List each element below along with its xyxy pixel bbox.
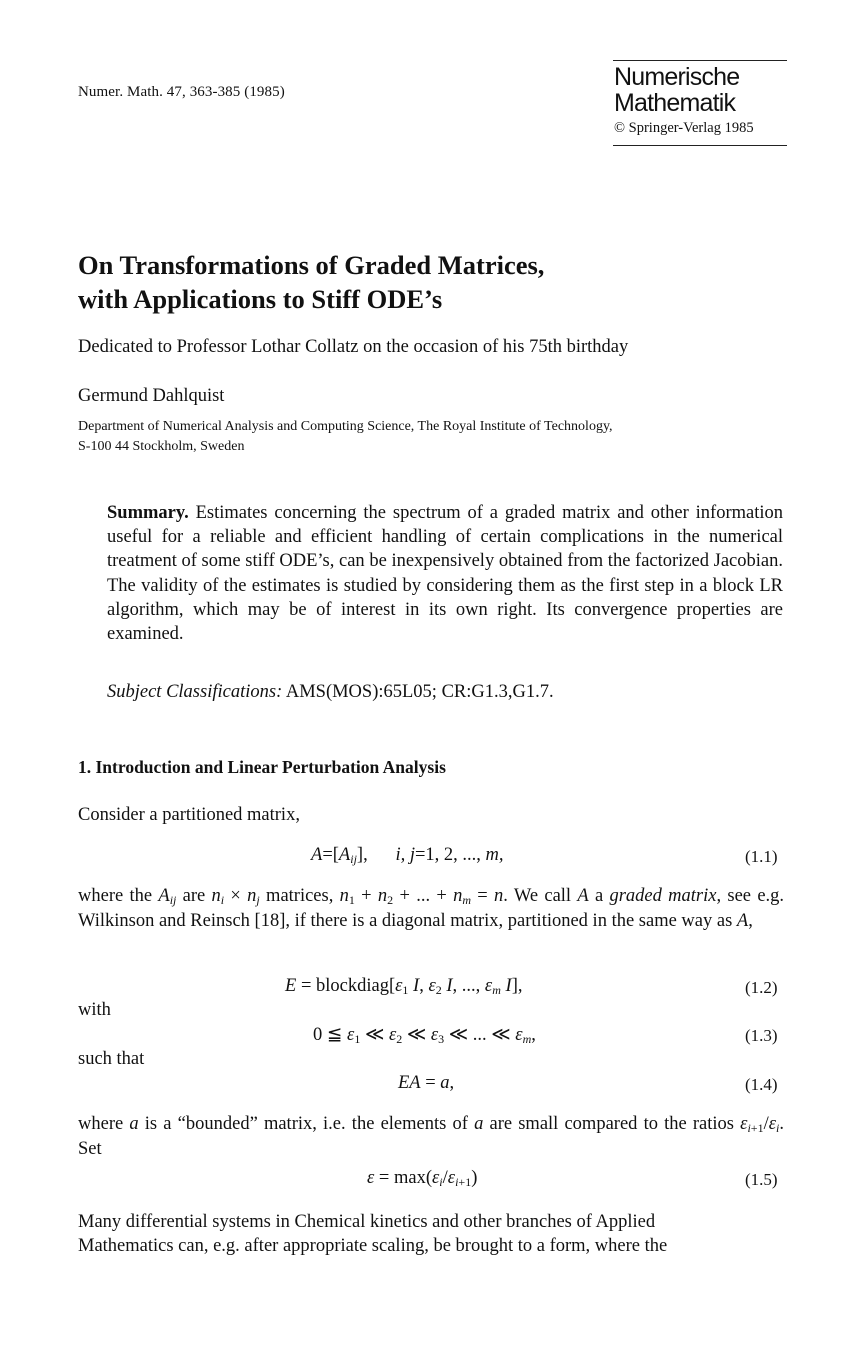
subject-classifications: [107, 682, 554, 703]
title-line-2: with Applications to Stiff ODE’s: [78, 284, 443, 314]
equation-1-4: EA = a,: [398, 1073, 455, 1093]
title-line-1: On Transformations of Graded Matrices,: [78, 250, 545, 280]
equation-1-2: $E = blockdiag[\varepsilon_1$ I, $\varepsilon_2$ I, ..., $\varepsilon_m$ I],: [285, 976, 523, 997]
equation-1-3: 0 ≦ $\varepsilon_1$ ≪ $\varepsilon_2$ ≪ $\varepsilon_3$ ≪ ... ≪ $\varepsilon_m$,: [313, 1025, 536, 1046]
equation-1-1: $A=[A_{ij}]$, i, j=1, 2, ..., m,: [311, 845, 504, 866]
affiliation-line-1: Department of Numerical Analysis and Computing Science, The Royal Institute of Technology,: [78, 419, 613, 434]
logo-top-rule: [613, 60, 787, 61]
equation-number-1-3: (1.3): [745, 1026, 778, 1045]
closing-line-1: Many differential systems in Chemical kinetics and other branches of Applied: [78, 1212, 656, 1232]
equation-1-5: $\varepsilon = \max(\varepsilon_i/\varepsilon_{i+1})$: [367, 1168, 478, 1189]
intro-sentence: Consider a partitioned matrix,: [78, 805, 300, 825]
equation-number-1-5: (1.5): [745, 1170, 778, 1189]
equation-number-1-2: (1.2): [745, 978, 778, 997]
definition-paragraph: where the $A_{ij}$ are $n_i \times n_j$ matrices, $n_1 + n_2$ + ... + $n_m = n$. We call A a graded matrix, see e.g. Wilkinson and Reinsch [18], if there is a diagonal matrix, partitioned in the same way as A,: [78, 886, 785, 931]
equation-number-1-4: (1.4): [745, 1075, 778, 1094]
equation-number-1-1: (1.1): [745, 847, 778, 866]
publisher-copyright: © Springer-Verlag 1985: [614, 120, 754, 136]
bounded-paragraph: where a is a “bounded” matrix, i.e. the elements of a are small compared to the ratios $\varepsilon_{i+1}/\varepsilon_i$. Set: [78, 1114, 784, 1159]
with-label: with: [78, 1000, 111, 1020]
dedication: Dedicated to Professor Lothar Collatz on the occasion of his 75th birthday: [78, 337, 629, 357]
journal-name-line2: Mathematik: [614, 89, 736, 117]
closing-line-2: Mathematics can, e.g. after appropriate scaling, be brought to a form, where the: [78, 1236, 668, 1256]
summary-text: Estimates concerning the spectrum of a graded matrix and other information useful for a reliable and efficient handling of certain complications in the numerical treatment of some stiff ODE’s, can be inexpensively obtained from the factorized Jacobian. The validity of the estimates is studied by considering them as the first step in a block LR algorithm, which may be of interest in its own right. Its convergence properties are examined.: [107, 503, 783, 645]
summary-label: Summary.: [107, 503, 189, 523]
logo-bottom-rule: [613, 145, 787, 146]
affiliation-line-2: S-100 44 Stockholm, Sweden: [78, 439, 245, 454]
author-name: Germund Dahlquist: [78, 386, 225, 406]
subject-value: AMS(MOS):65L05; CR:G1.3,G1.7.: [285, 682, 554, 702]
journal-name-line1: Numerische: [614, 63, 740, 91]
such-that-label: such that: [78, 1049, 145, 1069]
journal-citation: Numer. Math. 47, 363-385 (1985): [78, 84, 285, 100]
summary-paragraph: [107, 501, 783, 646]
section-heading: 1. Introduction and Linear Perturbation Analysis: [78, 757, 446, 777]
subject-label: Subject Classifications:: [107, 682, 283, 702]
